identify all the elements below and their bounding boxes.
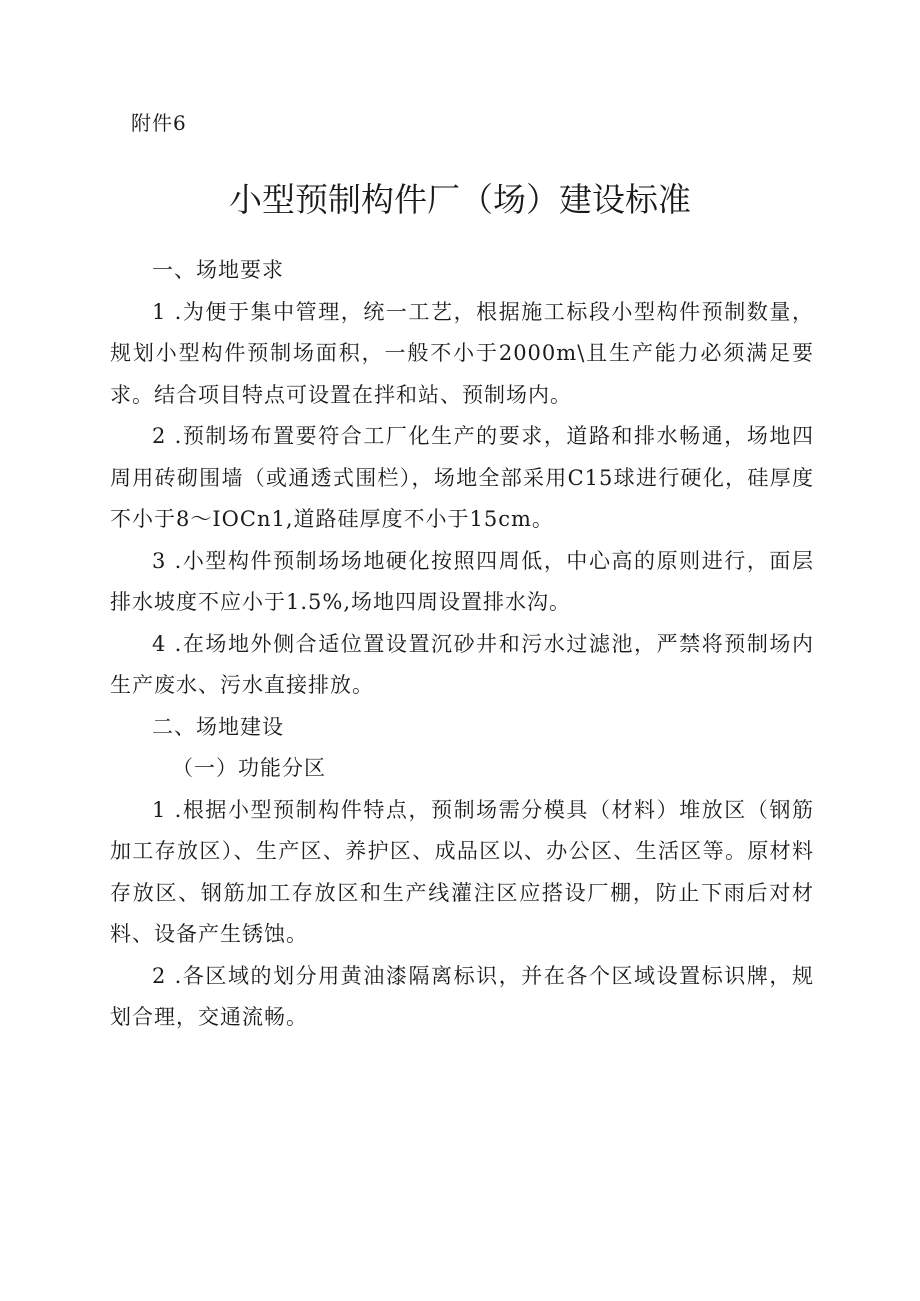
section-heading-site-requirements: 一、场地要求 xyxy=(152,258,284,282)
paragraph: 1 .为便于集中管理，统一工艺，根据施工标段小型构件预制数量，规划小型构件预制场面积，一般不小于2000m\且生产能力必须满足要求。结合项目特点可设置在拌和站、预制场内。 xyxy=(110,299,814,407)
attachment-label: 附件6 xyxy=(131,111,187,135)
paragraph: 3 .小型构件预制场场地硬化按照四周低，中心高的原则进行，面层排水坡度不应小于1.5%,场地四周设置排水沟。 xyxy=(110,548,814,614)
paragraph: 2 .预制场布置要符合工厂化生产的要求，道路和排水畅通，场地四周用砖砌围墙（或通透式围栏），场地全部采用C15球进行硬化，硅厚度不小于8～IOCn1,道路硅厚度不小于15cm。 xyxy=(110,424,814,531)
document-title: 小型预制构件厂（场）建设标准 xyxy=(229,180,691,219)
paragraph: 1 .根据小型预制构件特点，预制场需分模具（材料）堆放区（钢筋加工存放区）、生产区、养护区、成品区以、办公区、生活区等。原材料存放区、钢筋加工存放区和生产线灌注区应搭设厂棚，防止下雨后对材料、设备产生锈蚀。 xyxy=(110,797,814,946)
section-heading-site-construction: 二、场地建设 xyxy=(152,714,284,739)
document-body xyxy=(110,250,814,1039)
paragraph: 4 .在场地外侧合适位置设置沉砂井和污水过滤池，严禁将预制场内生产废水、污水直接排放。 xyxy=(110,631,814,697)
subsection-heading-functional-zoning: （一）功能分区 xyxy=(172,756,326,780)
paragraph: 2 .各区域的划分用黄油漆隔离标识，并在各个区域设置标识牌，规划合理，交通流畅。 xyxy=(110,963,814,1029)
